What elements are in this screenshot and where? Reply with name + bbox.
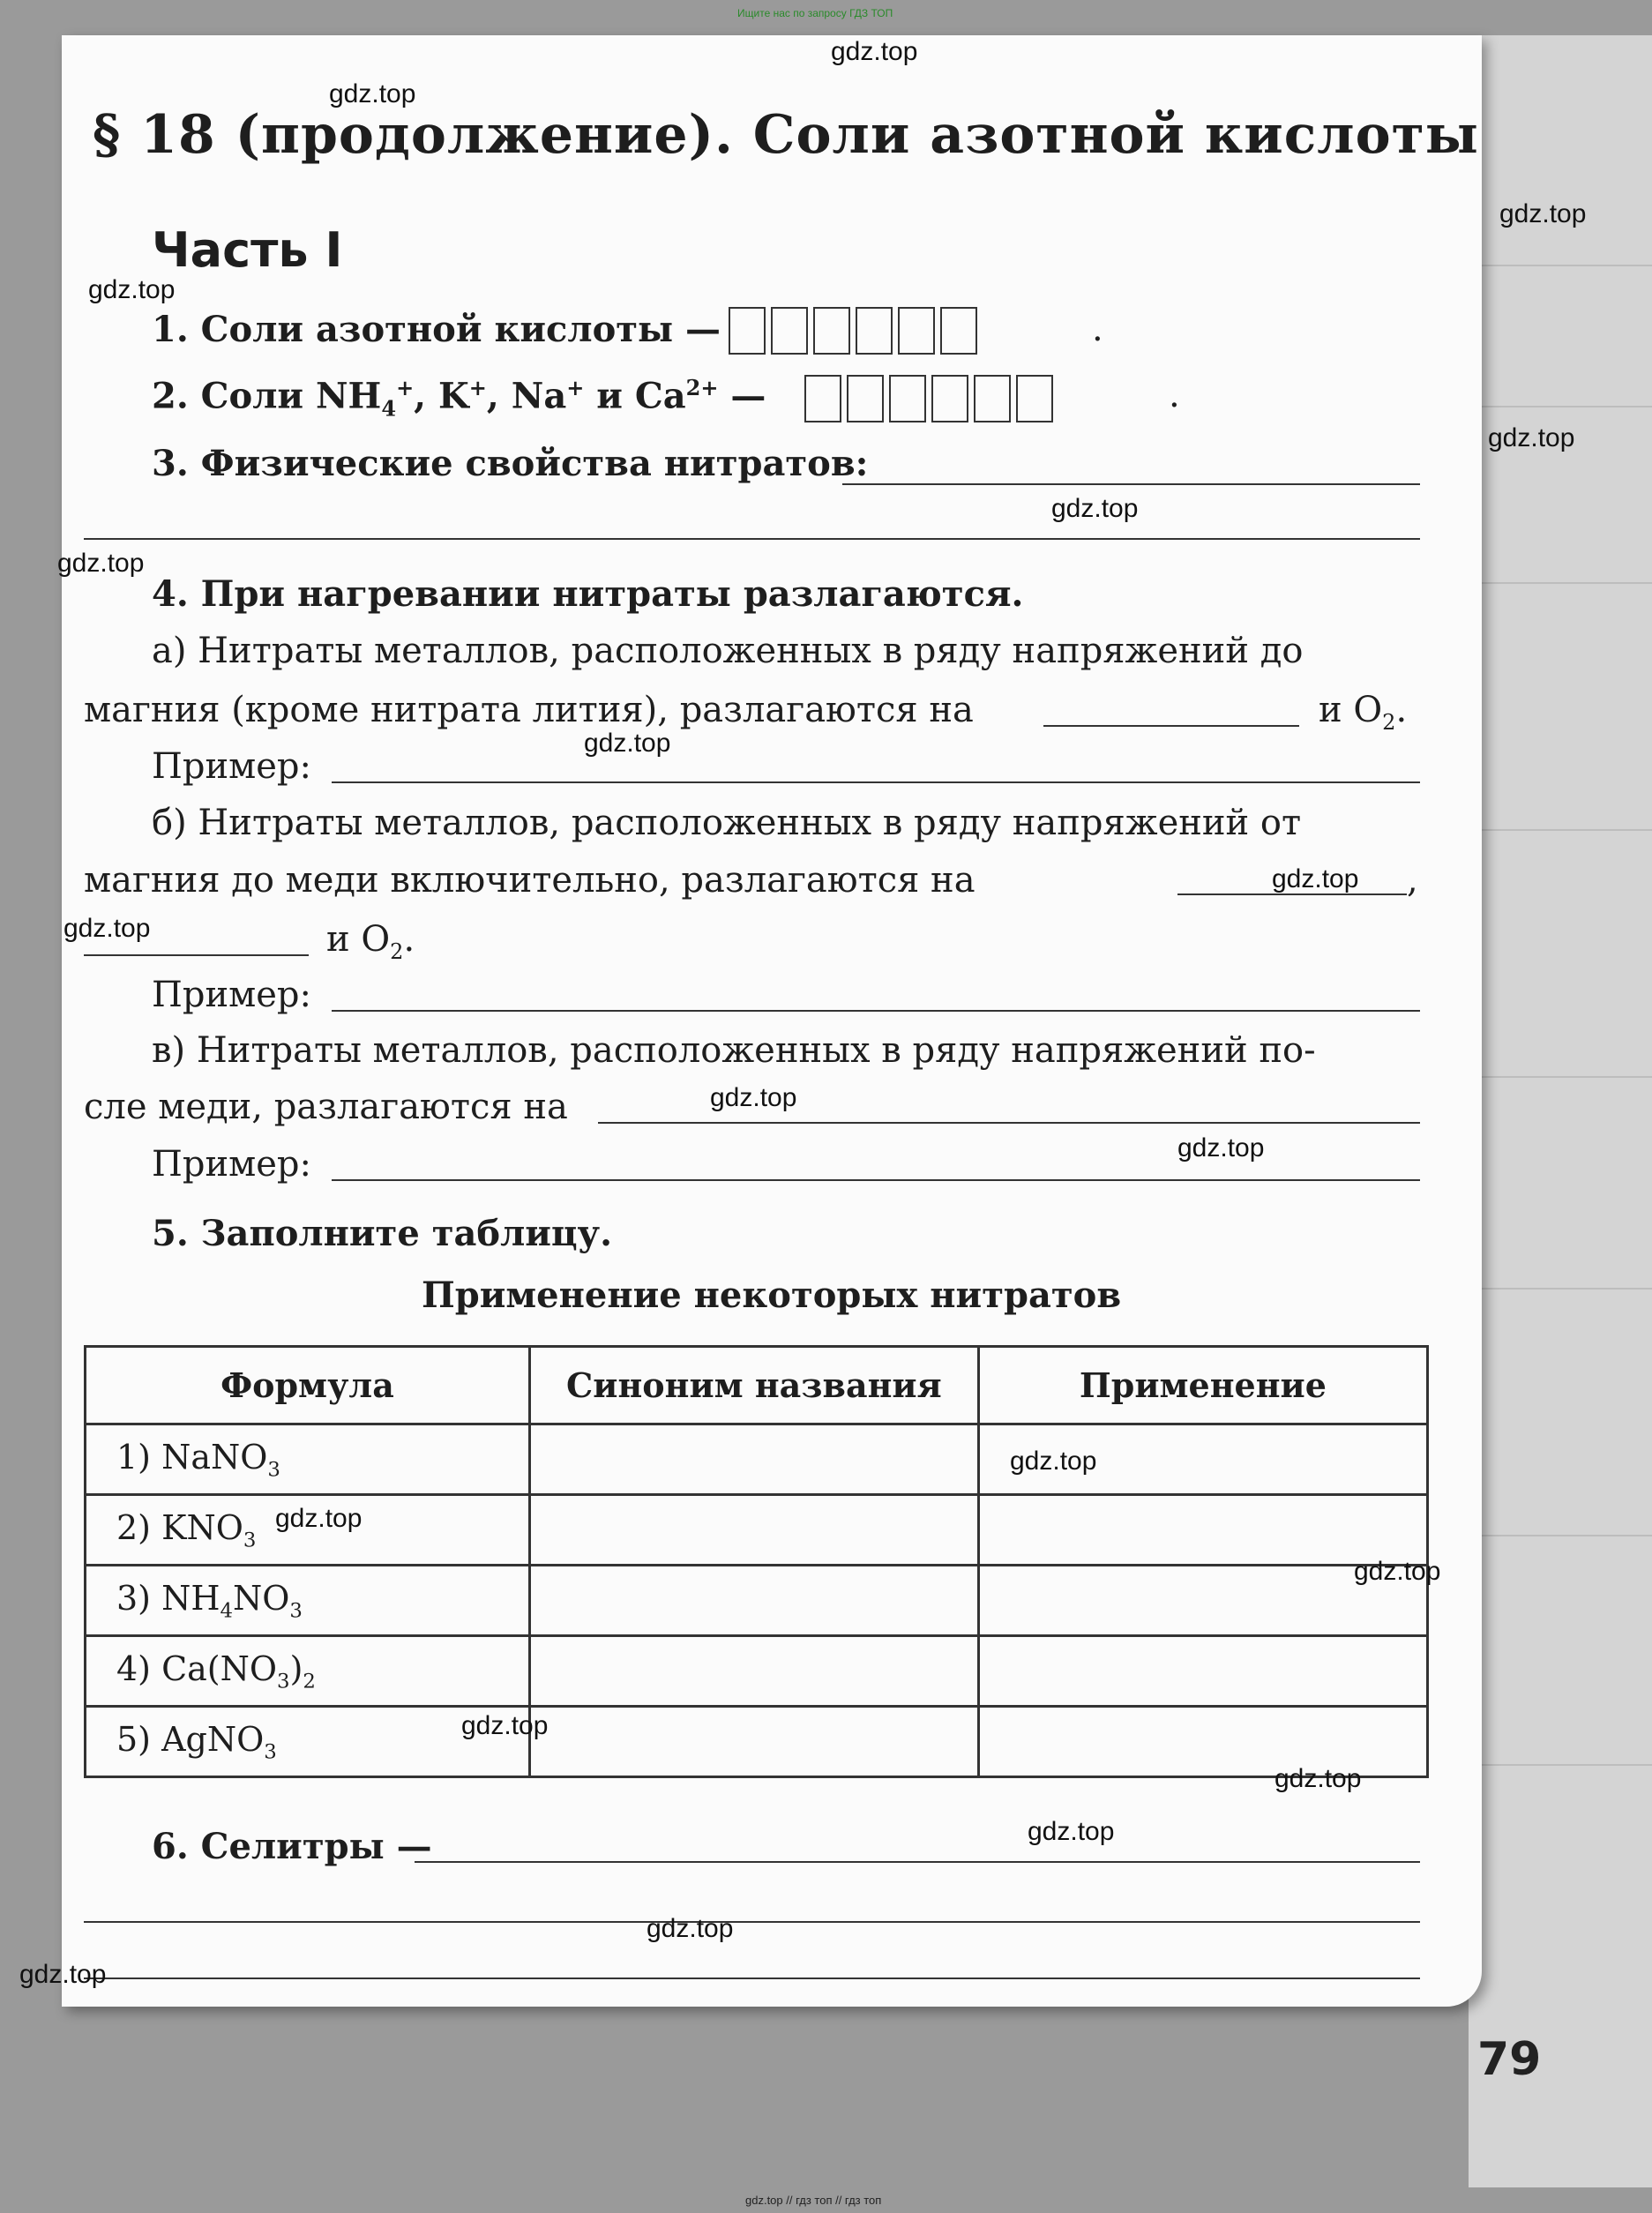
answer-line-6a[interactable]	[415, 1861, 1420, 1863]
watermark: gdz.top	[64, 914, 151, 943]
example-label-b: Пример:	[152, 975, 312, 1015]
watermark: gdz.top	[584, 729, 671, 758]
answer-line-4v[interactable]	[598, 1122, 1420, 1124]
answer-line-4b-2[interactable]	[84, 954, 309, 956]
question-2: 2. Соли $NH_4^+$, K+, Na+ и $Ca^{2+}$ —	[152, 375, 766, 422]
answer-line-3a[interactable]	[842, 483, 1420, 485]
answer-line-6c[interactable]	[84, 1977, 1420, 1979]
synonym-cell[interactable]	[529, 1424, 978, 1495]
header-application: Применение	[978, 1347, 1427, 1424]
watermark: gdz.top	[57, 549, 145, 578]
question-3: 3. Физические свойства нитратов:	[152, 443, 869, 484]
table-row	[86, 1566, 1428, 1636]
synonym-cell[interactable]	[529, 1636, 978, 1707]
watermark: gdz.top	[1272, 864, 1359, 893]
table-header-row	[86, 1347, 1428, 1424]
answer-line-3b[interactable]	[84, 538, 1420, 540]
example-line-v[interactable]	[332, 1179, 1420, 1181]
footer-note: gdz.top // гдз топ // гдз топ	[745, 2194, 882, 2207]
question-4v-line2: сле меди, разлагаются на	[84, 1087, 568, 1127]
header-note: Ищите нас по запросу ГДЗ ТОП	[737, 7, 893, 19]
formula-cell: 5) AgNO$_3$	[86, 1707, 530, 1777]
question-4b-line2: магния до меди включительно, разлагаются на	[84, 860, 976, 901]
answer-line-4a[interactable]	[1043, 725, 1299, 727]
watermark: gdz.top	[1051, 494, 1139, 523]
question-4: 4. При нагревании нитраты разлагаются.	[152, 573, 1024, 615]
answer-boxes-1[interactable]	[729, 307, 977, 355]
background-page	[1469, 35, 1652, 2187]
page-title: § 18 (продолжение). Соли азотной кислоты	[93, 104, 1479, 166]
watermark: gdz.top	[1354, 1557, 1441, 1586]
watermark: gdz.top	[329, 79, 416, 108]
synonym-cell[interactable]	[529, 1566, 978, 1636]
watermark: gdz.top	[1275, 1764, 1362, 1793]
formula-cell: 1) NaNO$_3$	[86, 1424, 530, 1495]
watermark: gdz.top	[1499, 199, 1587, 228]
watermark: gdz.top	[88, 275, 176, 304]
part-heading: Часть I	[152, 222, 343, 278]
table-title: Применение некоторых нитратов	[422, 1275, 1122, 1316]
watermark: gdz.top	[275, 1504, 363, 1533]
question-4b-line1: б) Нитраты металлов, расположенных в ряду напряжений от	[152, 803, 1302, 843]
application-cell[interactable]	[978, 1495, 1427, 1566]
question-5: 5. Заполните таблицу.	[152, 1213, 613, 1254]
answer-line-6b[interactable]	[84, 1921, 1420, 1923]
watermark: gdz.top	[1488, 423, 1575, 452]
table-row	[86, 1424, 1428, 1495]
table-row	[86, 1707, 1428, 1777]
example-label-v: Пример:	[152, 1144, 312, 1185]
page-number: 79	[1477, 2033, 1542, 2086]
watermark: gdz.top	[1010, 1447, 1097, 1476]
watermark: gdz.top	[461, 1711, 549, 1740]
watermark: gdz.top	[647, 1914, 734, 1943]
application-cell[interactable]	[978, 1636, 1427, 1707]
question-1: 1. Соли азотной кислоты —	[152, 309, 721, 350]
watermark: gdz.top	[831, 37, 918, 66]
header-formula: Формула	[86, 1347, 530, 1424]
formula-cell: 2) $KNO_3$	[86, 1495, 530, 1566]
question-4v-line1: в) Нитраты металлов, расположенных в ряду напряжений по-	[152, 1030, 1316, 1071]
answer-boxes-2[interactable]	[804, 375, 1053, 422]
watermark: gdz.top	[710, 1083, 797, 1112]
question-4a-line1: а) Нитраты металлов, расположенных в ряду напряжений до	[152, 631, 1304, 671]
header-synonym: Синоним названия	[529, 1347, 978, 1424]
example-line-b[interactable]	[332, 1010, 1420, 1012]
formula-cell: 4) $Ca(NO_3)_2$	[86, 1636, 530, 1707]
synonym-cell[interactable]	[529, 1707, 978, 1777]
formula-cell: 3) $NH_4NO_3$	[86, 1566, 530, 1636]
nitrates-table	[84, 1345, 1429, 1778]
example-line-a[interactable]	[332, 781, 1420, 783]
example-label-a: Пример:	[152, 746, 312, 787]
question-4a-line2: магния (кроме нитрата лития), разлагаются на	[84, 690, 974, 730]
table-row	[86, 1636, 1428, 1707]
watermark: gdz.top	[19, 1960, 107, 1989]
synonym-cell[interactable]	[529, 1495, 978, 1566]
question-6: 6. Селитры —	[152, 1826, 432, 1867]
watermark: gdz.top	[1028, 1817, 1115, 1846]
watermark: gdz.top	[1177, 1133, 1265, 1163]
